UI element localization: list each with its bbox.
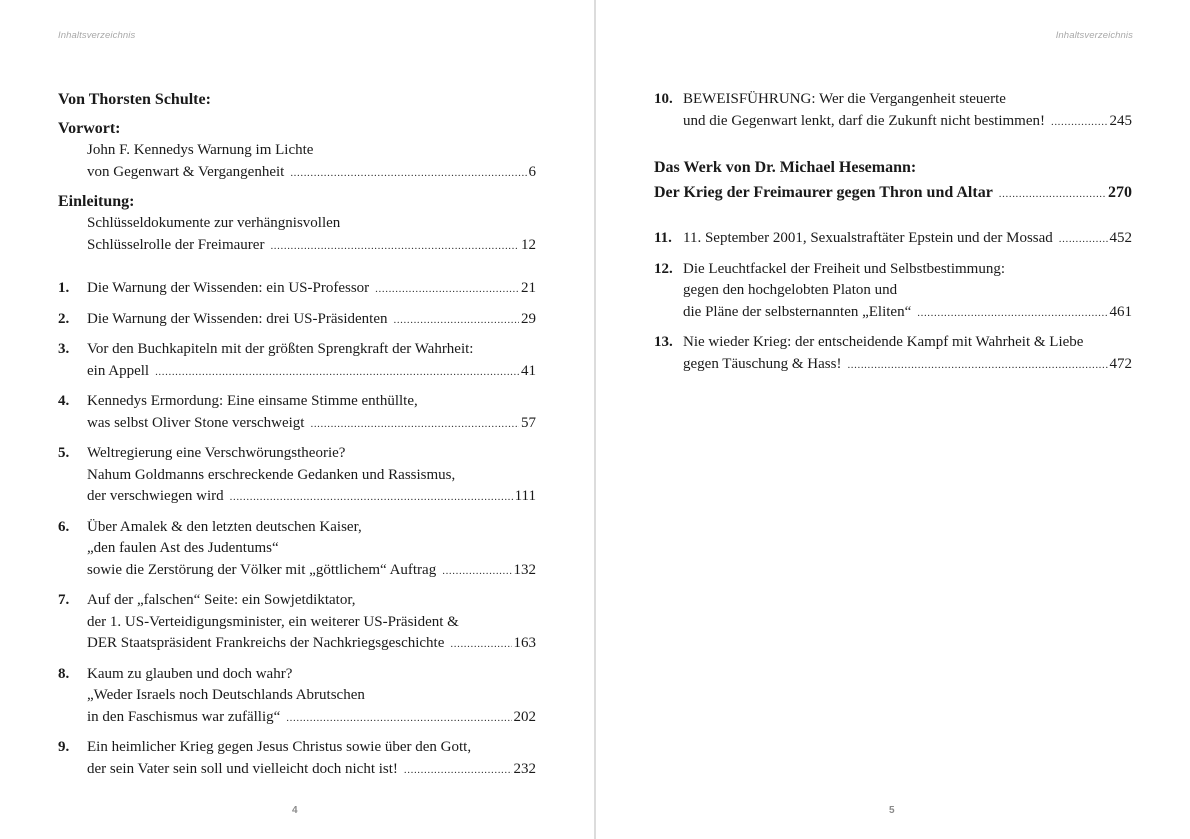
leader-dots — [286, 708, 511, 730]
chapter-number: 10. — [654, 91, 673, 107]
leader-dots — [847, 355, 1107, 377]
toc-text: in den Faschismus war zufällig“ — [87, 708, 281, 725]
page-number: 232 — [513, 760, 536, 777]
toc-line: „den faulen Ast des Judentums“ — [87, 540, 279, 556]
toc-text: was selbst Oliver Stone verschweigt — [87, 414, 305, 431]
toc-text: der verschwiegen wird — [87, 488, 224, 504]
leader-dots — [1059, 229, 1108, 251]
toc-line: Die Leuchtfackel der Freiheit und Selbstbestimmung: — [683, 260, 1006, 277]
chapter-number: 4. — [58, 393, 70, 409]
toc-last-line — [58, 759, 536, 782]
author-heading: Von Thorsten Schulte: — [58, 91, 211, 108]
page-number: 6 — [528, 163, 536, 180]
toc-line: Auf der „falschen“ Seite: ein Sowjetdiktator, — [87, 592, 356, 608]
toc-last-line — [58, 361, 536, 384]
table-of-contents — [58, 89, 536, 781]
leader-dots — [290, 163, 526, 185]
page-number: 111 — [514, 488, 536, 504]
toc-entry-2 — [58, 309, 536, 332]
chapter-number: 5. — [58, 445, 70, 461]
running-head: Inhaltsverzeichnis — [58, 30, 136, 41]
page-number: 21 — [521, 280, 536, 296]
toc-line: der 1. US-Verteidigungsminister, ein weiterer US-Präsident & — [87, 613, 459, 630]
page-number: 12 — [521, 236, 536, 253]
toc-line: gegen den hochgelobten Platon und — [683, 282, 898, 298]
work-title: Der Krieg der Freimaurer gegen Thron und Altar — [654, 184, 993, 201]
running-head: Inhaltsverzeichnis — [1055, 30, 1133, 41]
toc-last-line — [58, 486, 536, 509]
page-number: 29 — [521, 310, 536, 327]
work-heading: Das Werk von Dr. Michael Hesemann: — [654, 159, 917, 176]
toc-line: Kaum zu glauben und doch wahr? — [87, 665, 293, 682]
toc-entry-1 — [58, 278, 536, 301]
toc-line: John F. Kennedys Warnung im Lichte — [87, 142, 314, 158]
leader-dots — [375, 279, 519, 301]
einleitung-entry — [58, 191, 536, 257]
toc-line: Nie wieder Krieg: der entscheidende Kampf mit Wahrheit & Liebe — [683, 334, 1084, 350]
toc-last-line — [654, 354, 1132, 377]
toc-line: Vor den Buchkapiteln mit der größten Sprengkraft der Wahrheit: — [87, 341, 474, 357]
toc-last-line — [58, 707, 536, 730]
toc-text: Schlüsselrolle der Freimaurer — [87, 236, 265, 253]
toc-entry-9 — [58, 737, 536, 781]
toc-text: von Gegenwart & Vergangenheit — [87, 163, 285, 180]
chapter-number: 2. — [58, 310, 70, 327]
chapter-number: 3. — [58, 341, 70, 357]
page-number: 57 — [521, 414, 536, 431]
page-number: 41 — [521, 362, 536, 379]
einleitung-heading: Einleitung: — [58, 193, 135, 210]
right-page — [596, 0, 1190, 839]
chapter-number: 7. — [58, 592, 70, 608]
page-number: 245 — [1109, 112, 1132, 129]
work-title-line — [654, 180, 1132, 207]
toc-last-line — [654, 228, 1132, 251]
page-number: 461 — [1109, 303, 1132, 320]
toc-last-line — [58, 633, 536, 656]
page-number: 270 — [1108, 184, 1132, 201]
toc-line: BEWEISFÜHRUNG: Wer die Vergangenheit steuerte — [683, 91, 1006, 107]
page-number-footer: 5 — [889, 805, 895, 816]
chapter-number: 11. — [654, 230, 672, 246]
leader-dots — [270, 236, 519, 258]
leader-dots — [917, 303, 1107, 325]
page-number: 202 — [513, 708, 536, 725]
leader-dots — [404, 760, 512, 782]
leader-dots — [155, 362, 519, 384]
toc-entry-11 — [654, 228, 1132, 251]
toc-text: ein Appell — [87, 362, 150, 379]
toc-text: Die Warnung der Wissenden: drei US-Präsidenten — [87, 310, 388, 327]
toc-line: Nahum Goldmanns erschreckende Gedanken und Rassismus, — [87, 466, 456, 483]
chapter-number: 13. — [654, 334, 673, 350]
vorwort-entry — [58, 118, 536, 184]
page-number: 163 — [513, 635, 536, 651]
chapter-number: 8. — [58, 665, 70, 682]
toc-text: die Pläne der selbsternannten „Eliten“ — [683, 303, 912, 320]
toc-last-line — [58, 309, 536, 332]
toc-last-line — [58, 162, 536, 185]
toc-entry-4 — [58, 391, 536, 435]
toc-line: Ein heimlicher Krieg gegen Jesus Christus sowie über den Gott, — [87, 739, 472, 755]
leader-dots — [442, 561, 511, 583]
leader-dots — [393, 310, 519, 332]
toc-entry-8 — [58, 664, 536, 730]
leader-dots — [450, 634, 511, 656]
toc-text: und die Gegenwart lenkt, darf die Zukunft nicht bestimmen! — [683, 112, 1045, 129]
chapter-number: 6. — [58, 518, 70, 535]
toc-last-line — [58, 278, 536, 301]
toc-line: Schlüsseldokumente zur verhängnisvollen — [87, 215, 341, 231]
table-of-contents — [654, 89, 1132, 376]
toc-line: Kennedys Ermordung: Eine einsame Stimme enthüllte, — [87, 393, 418, 409]
toc-line: Weltregierung eine Verschwörungstheorie? — [87, 445, 346, 461]
leader-dots — [999, 181, 1106, 207]
toc-entry-3 — [58, 339, 536, 383]
chapter-number: 9. — [58, 739, 70, 755]
toc-text: der sein Vater sein soll und vielleicht doch nicht ist! — [87, 760, 398, 777]
leader-dots — [1051, 112, 1108, 134]
page-number: 452 — [1109, 230, 1132, 246]
toc-entry-10 — [654, 89, 1132, 133]
toc-text: 11. September 2001, Sexualstraftäter Epstein und der Mossad — [683, 230, 1053, 246]
toc-text: Die Warnung der Wissenden: ein US-Professor — [87, 280, 370, 296]
toc-last-line — [58, 413, 536, 436]
vorwort-heading: Vorwort: — [58, 120, 121, 137]
left-page — [0, 0, 594, 839]
toc-entry-13 — [654, 332, 1132, 376]
toc-line: „Weder Israels noch Deutschlands Abrutschen — [87, 687, 365, 703]
toc-text: sowie die Zerstörung der Völker mit „göttlichem“ Auftrag — [87, 561, 437, 578]
toc-last-line — [58, 235, 536, 258]
toc-line: Über Amalek & den letzten deutschen Kaiser, — [87, 518, 362, 535]
page-number: 132 — [513, 561, 536, 578]
chapter-number: 12. — [654, 260, 673, 277]
toc-text: gegen Täuschung & Hass! — [683, 355, 842, 372]
leader-dots — [230, 487, 513, 509]
toc-last-line — [58, 560, 536, 583]
toc-entry-7 — [58, 590, 536, 656]
chapter-number: 1. — [58, 280, 70, 296]
toc-last-line — [654, 302, 1132, 325]
leader-dots — [310, 414, 519, 436]
toc-entry-5 — [58, 443, 536, 509]
toc-text: DER Staatspräsident Frankreichs der Nachkriegsgeschichte — [87, 635, 445, 651]
page-number: 472 — [1109, 355, 1132, 372]
toc-entry-6 — [58, 517, 536, 583]
toc-last-line — [654, 111, 1132, 134]
page-number-footer: 4 — [292, 805, 298, 816]
toc-entry-12 — [654, 259, 1132, 325]
